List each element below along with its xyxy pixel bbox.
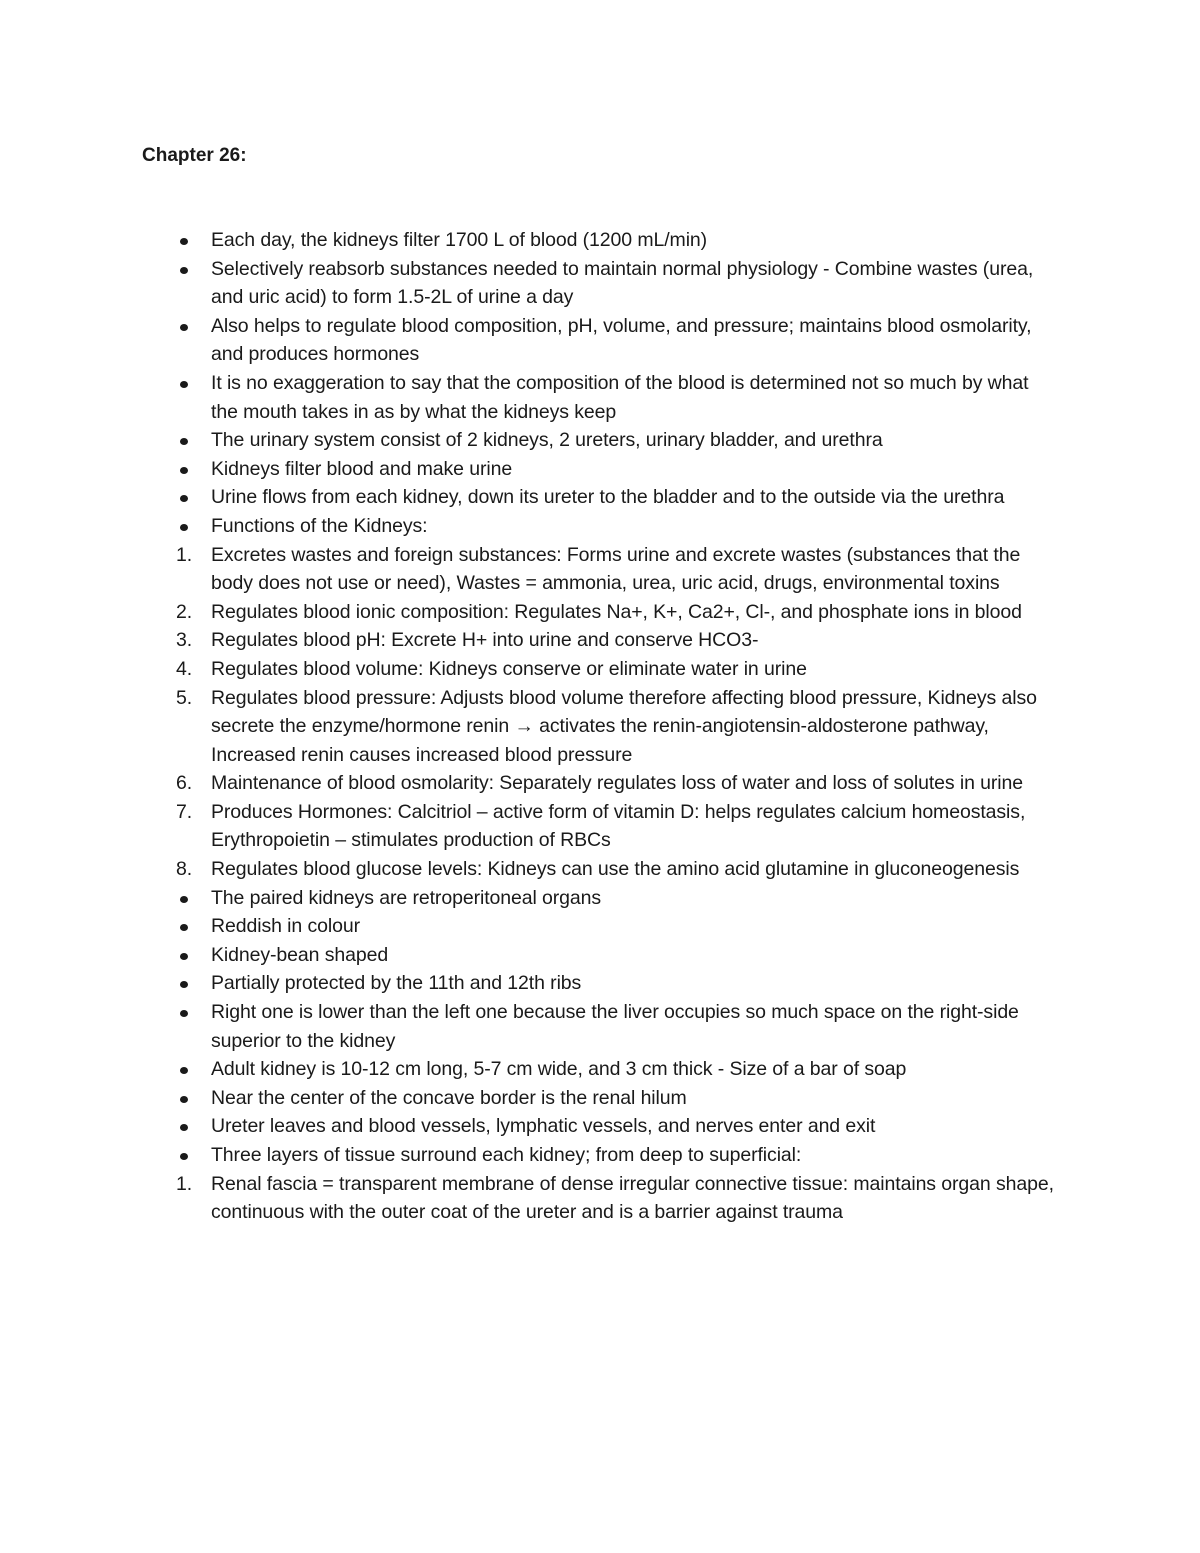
list-item	[0, 1084, 1056, 1113]
list-item	[0, 1055, 1056, 1084]
list-item-text: Renal fascia = transparent membrane of dense irregular connective tissue: maintains organ shape, continuous with the outer coat of the ureter and is a barrier against trauma	[211, 1172, 1054, 1224]
list-item	[0, 626, 1056, 655]
list-item	[0, 455, 1056, 484]
list-item-text: Near the center of the concave border is the renal hilum	[211, 1086, 687, 1109]
list-number: 6.	[176, 772, 193, 795]
list-item	[0, 255, 1056, 312]
list-item-text: It is no exaggeration to say that the composition of the blood is determined not so much by what the mouth takes in as by what the kidneys keep	[211, 371, 1029, 423]
list-item	[0, 483, 1056, 512]
list-item	[0, 941, 1056, 970]
list-item-text: Kidneys filter blood and make urine	[211, 457, 513, 480]
list-item	[0, 1112, 1056, 1141]
list-item	[0, 541, 1056, 598]
list-item	[0, 1170, 1056, 1227]
page-title: Chapter 26:	[142, 145, 247, 166]
list-item-text: Maintenance of blood osmolarity: Separately regulates loss of water and loss of solutes in urine	[211, 772, 1024, 795]
list-number: 4.	[176, 657, 193, 680]
list-item	[0, 312, 1056, 369]
list-item-text: Regulates blood glucose levels: Kidneys can use the amino acid glutamine in gluconeogenesis	[211, 858, 1020, 881]
list-item-text: Partially protected by the 11th and 12th ribs	[211, 972, 582, 995]
list-number: 2.	[176, 600, 193, 623]
list-item-text: Produces Hormones: Calcitriol – active form of vitamin D: helps regulates calcium homeostasis, Erythropoietin – stimulates production of RBCs	[211, 800, 1026, 852]
list-item-text: Ureter leaves and blood vessels, lymphatic vessels, and nerves enter and exit	[211, 1115, 876, 1138]
list-item	[0, 884, 1056, 913]
list-number: 1.	[176, 1172, 193, 1195]
list-item	[0, 969, 1056, 998]
list-item	[0, 769, 1056, 798]
list-item-text: Three layers of tissue surround each kidney; from deep to superficial:	[211, 1144, 802, 1166]
list-number: 1.	[176, 543, 193, 566]
list-item-text: Urine flows from each kidney, down its ureter to the bladder and to the outside via the urethra	[211, 486, 1005, 509]
list-item	[0, 798, 1056, 855]
list-item-text: Each day, the kidneys filter 1700 L of blood (1200 mL/min)	[211, 229, 708, 251]
list-number: 5.	[176, 686, 193, 709]
list-item-text: Kidney-bean shaped	[211, 943, 389, 966]
list-number: 8.	[176, 858, 193, 881]
list-item	[0, 512, 1056, 541]
list-item	[0, 912, 1056, 941]
list-item	[0, 426, 1056, 455]
list-item	[0, 684, 1056, 770]
list-item-text: Right one is lower than the left one because the liver occupies so much space on the right-side superior to the kidney	[211, 1001, 1019, 1052]
list-item-text: Excretes wastes and foreign substances: Forms urine and excrete wastes (substances that the body does not use or need), Wastes = ammonia, urea, uric acid, drugs, environmental toxins	[211, 543, 1021, 595]
list-item	[0, 998, 1056, 1055]
list-item-text: Regulates blood volume: Kidneys conserve or eliminate water in urine	[211, 657, 807, 680]
list-item-text: Reddish in colour	[211, 915, 360, 938]
notes-list	[0, 226, 1200, 1227]
list-item	[0, 1141, 1056, 1170]
list-item	[0, 369, 1056, 426]
list-item-text: The paired kidneys are retroperitoneal organs	[211, 886, 602, 909]
list-item	[0, 598, 1056, 627]
list-number: 7.	[176, 800, 193, 823]
list-item-text: Selectively reabsorb substances needed to maintain normal physiology - Combine wastes (urea, and uric acid) to form 1.5-2L of urine a day	[211, 257, 1034, 309]
list-item-text: Regulates blood ionic composition: Regulates Na+, K+, Ca2+, Cl-, and phosphate ions in blood	[211, 600, 1022, 623]
list-item	[0, 226, 1056, 255]
list-item-text: Regulates blood pH: Excrete H+ into urine and conserve HCO3-	[211, 629, 759, 652]
list-item-text: Functions of the Kidneys:	[211, 514, 428, 537]
list-item-text: Adult kidney is 10-12 cm long, 5-7 cm wide, and 3 cm thick - Size of a bar of soap	[211, 1058, 907, 1081]
list-item	[0, 855, 1056, 884]
list-item-text: Also helps to regulate blood composition, pH, volume, and pressure; maintains blood osmolarity, and produces hormones	[211, 314, 1032, 366]
list-item-text: Regulates blood pressure: Adjusts blood volume therefore affecting blood pressure, Kidneys also secrete the enzyme/hormone renin → activates the renin-angiotensin-aldosterone pathway, Increased renin causes increased blood pressure	[211, 686, 1037, 766]
list-item-text: The urinary system consist of 2 kidneys, 2 ureters, urinary bladder, and urethra	[211, 429, 883, 452]
list-item	[0, 655, 1056, 684]
list-number: 3.	[176, 629, 193, 652]
